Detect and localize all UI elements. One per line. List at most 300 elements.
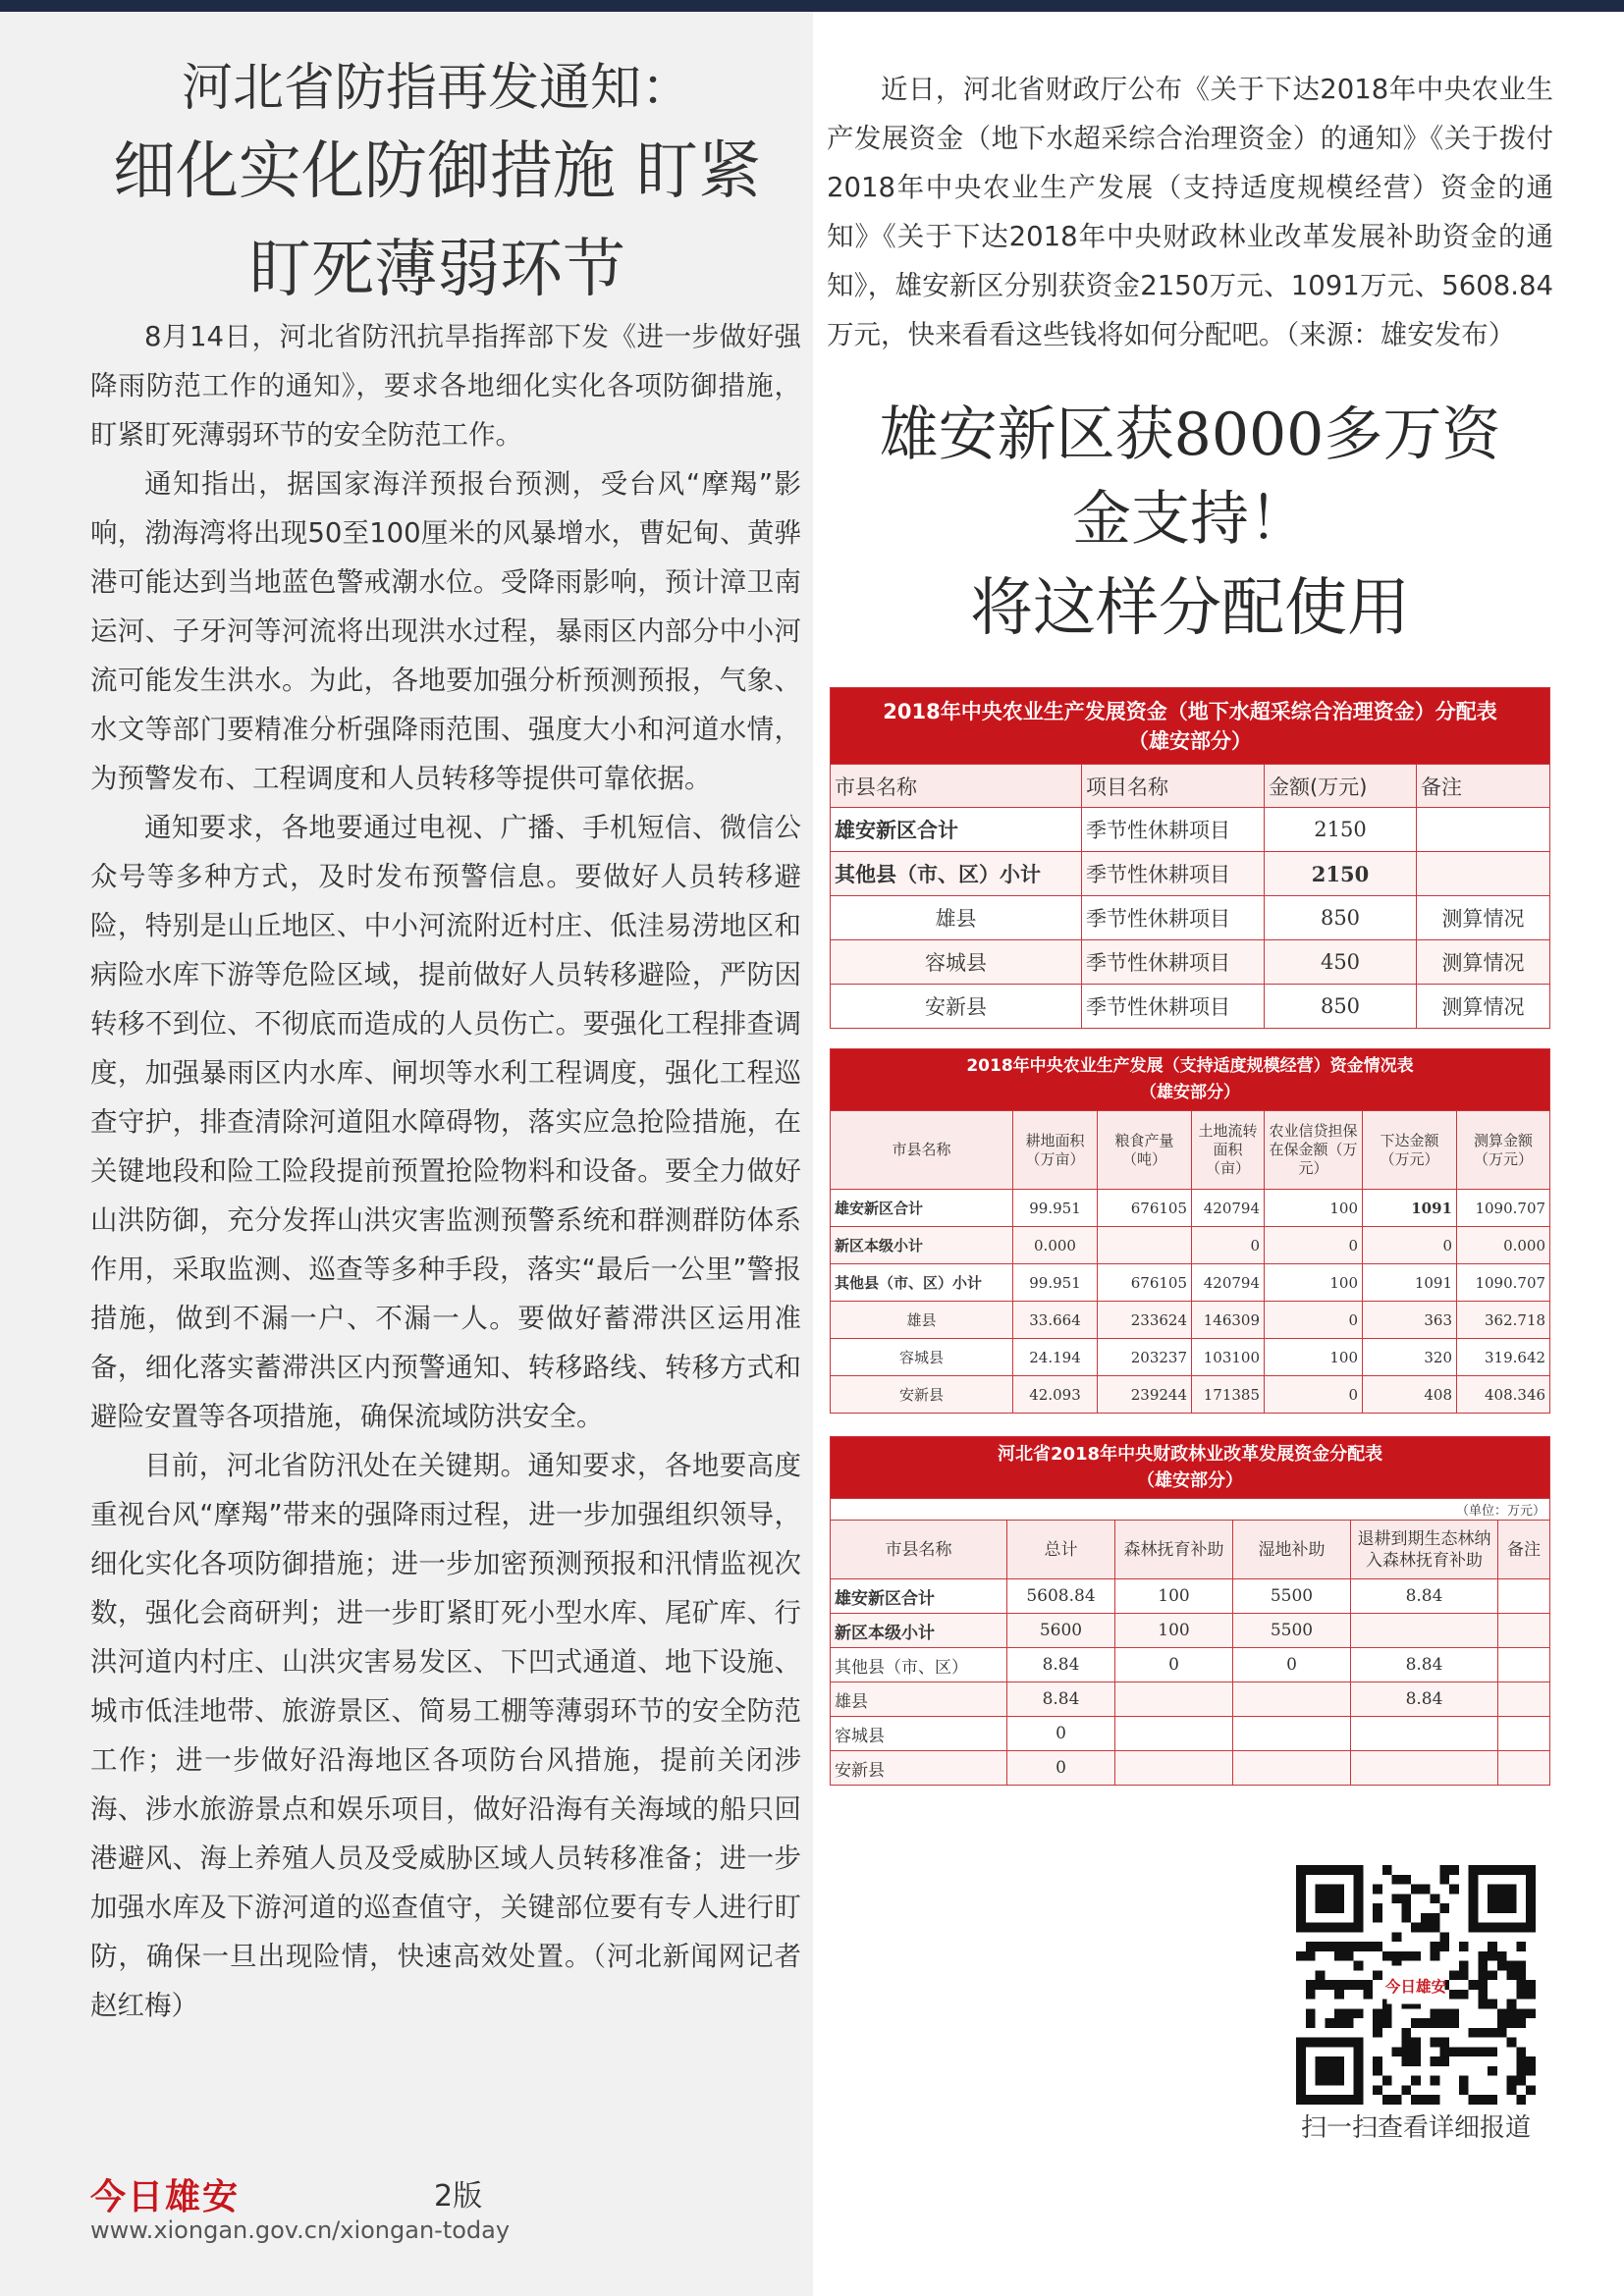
table-cell: 季节性休耕项目 [1082,896,1265,940]
table-cell: 850 [1265,985,1417,1029]
qr-module [1373,2018,1382,2028]
table-cell: 1091 [1363,1190,1457,1227]
table-cell: 1090.707 [1457,1190,1550,1227]
table-cell [1417,852,1550,896]
qr-module [1497,1951,1507,1961]
qr-module [1392,2047,1402,2056]
table-cell: 其他县（市、区）小计 [831,1264,1013,1302]
right-intro [827,65,1553,359]
qr-module [1478,2028,1488,2038]
table-cell: 203237 [1098,1339,1192,1376]
table-cell [1233,1682,1351,1717]
qr-module [1507,1961,1517,1971]
qr-module [1431,2018,1440,2028]
table-cell: 5608.84 [1007,1579,1115,1614]
qr-module [1411,1885,1421,1895]
qr-module [1507,2000,1517,2009]
qr-module [1334,1980,1344,1990]
qr-module [1411,2095,1421,2105]
table-cell: 676105 [1098,1190,1192,1227]
table-cell: 容城县 [831,1339,1013,1376]
footer-logo: 今日雄安 [90,2176,241,2217]
qr-module [1392,1932,1402,1942]
column-header: 森林抚育补助 [1115,1521,1233,1579]
qr-module [1449,1990,1459,2000]
qr-module [1354,1961,1364,1971]
qr-module [1449,2008,1459,2018]
qr-module [1449,2018,1459,2028]
qr-module [1382,2076,1392,2086]
qr-module [1373,2056,1382,2066]
qr-module [1439,2018,1449,2028]
table-cell [1233,1717,1351,1751]
qr-module [1516,2056,1526,2066]
qr-module [1382,2008,1392,2018]
qr-module [1516,1990,1526,2000]
table-caption [831,688,1550,765]
qr-module [1334,2018,1344,2028]
table-cell [1115,1751,1233,1786]
qr-module [1459,2085,1469,2095]
qr-module [1392,1894,1402,1903]
qr-module [1316,1970,1326,1980]
qr-module [1439,2008,1449,2018]
qr-module [1449,2047,1459,2056]
qr-module [1488,2095,1497,2105]
qr-module [1344,1942,1354,1951]
qr-module [1439,2056,1449,2066]
table-cell: 新区本级小计 [831,1614,1007,1648]
qr-module [1306,2008,1316,2018]
qr-module [1469,2028,1479,2038]
qr-module [1392,2095,1402,2105]
qr-module [1431,1942,1440,1951]
qr-module [1334,1990,1344,2000]
qr-module [1516,2095,1526,2105]
qr-module [1411,1923,1421,1933]
column-header: 总计 [1007,1521,1115,1579]
table-cell: 安新县 [831,985,1082,1029]
qr-module [1497,2008,1507,2018]
table-row [831,896,1550,940]
table-cell: 233624 [1098,1302,1192,1339]
qr-module [1306,1951,1316,1961]
qr-module [1516,2008,1526,2018]
left-article-body [90,312,801,2030]
table-cell [1498,1751,1550,1786]
caption-line: 2018年中央农业生产发展资金（地下水超采综合治理资金）分配表 [883,699,1497,723]
qr-module [1306,1942,1316,1951]
table-row [831,852,1550,896]
column-header: 粮食产量（吨） [1098,1111,1192,1190]
qr-module [1344,2018,1354,2028]
qr-module [1411,2018,1421,2028]
qr-module [1401,2028,1411,2038]
qr-center-label: 今日雄安 [1384,1976,1447,1996]
left-title-line-3: 盯死薄弱环节 [248,234,625,306]
qr-module [1325,1942,1334,1951]
table-cell [1351,1717,1498,1751]
table-cell: 676105 [1098,1264,1192,1302]
qr-module [1382,1865,1392,1875]
table-cell: 其他县（市、区） [831,1648,1007,1682]
table-cell: 5500 [1233,1614,1351,1648]
footer-url-link[interactable]: www.xiongan.gov.cn/xiongan-today [90,2216,511,2244]
qr-module [1439,1875,1449,1885]
table-row [831,1302,1550,1339]
table-cell: 新区本级小计 [831,1227,1013,1264]
qr-module [1431,1923,1440,1933]
qr-module [1382,2095,1392,2105]
paragraph: 通知指出，据国家海洋预报台预测，受台风“摩羯”影响，渤海湾将出现50至100厘米的风暴增水，曹妃甸、黄骅港可能达到当地蓝色警戒潮水位。受降雨影响，预计漳卫南运河、子牙河等河流将出现洪水过程，暴雨区内部分中小河流可能发生洪水。为此，各地要加强分析预测预报，气象、水文等部门要精准分析强降雨范围、强度大小和河道水情，为预警发布、工程调度和人员转移等提供可靠依据。 [90,468,801,794]
qr-module [1392,1875,1402,1885]
qr-module [1306,1980,1316,1990]
left-title-line-1: 河北省防指再发通知： [181,59,692,118]
qr-module [1421,2095,1431,2105]
qr-module [1516,2076,1526,2086]
table-cell: 33.664 [1013,1302,1098,1339]
table-cell: 171385 [1192,1376,1265,1414]
qr-module [1459,2076,1469,2086]
table-cell: 雄安新区合计 [831,1579,1007,1614]
table-caption [831,1049,1550,1111]
qr-module [1334,1951,1344,1961]
qr-module [1469,1980,1479,1990]
column-header: 土地流转面积（亩） [1192,1111,1265,1190]
qr-module [1488,1942,1497,1951]
qr-module [1373,1903,1382,1913]
qr-module [1334,1942,1344,1951]
forestry-reform-funds-table [830,1436,1550,1786]
qr-module [1354,2008,1364,2018]
qr-module [1488,2066,1497,2076]
left-title-line-2: 细化实化防御措施 盯紧 [112,135,762,208]
table-cell: 42.093 [1013,1376,1098,1414]
table-cell [1351,1614,1498,1648]
qr-module [1478,1961,1488,1971]
qr-module [1488,2000,1497,2009]
table-cell: 雄安新区合计 [831,1190,1013,1227]
table-row [831,1648,1550,1682]
qr-module [1497,1961,1507,1971]
qr-module [1439,2038,1449,2048]
table-row [831,1190,1550,1227]
qr-module [1401,1894,1411,1903]
qr-module [1325,2018,1334,2028]
qr-module [1439,1932,1449,1942]
qr-module [1516,1942,1526,1951]
qr-module [1516,2047,1526,2056]
table-cell: 季节性休耕项目 [1082,985,1265,1029]
table-cell: 其他县（市、区）小计 [831,852,1082,896]
qr-caption: 扫一扫查看详细报道 [1300,2113,1531,2143]
caption-line: 2018年中央农业生产发展（支持适度规模经营）资金情况表 [966,1056,1414,1076]
qr-module [1516,1961,1526,1971]
table-cell: 450 [1265,940,1417,985]
column-header: 市县名称 [831,765,1082,808]
table-cell: 0 [1007,1751,1115,1786]
qr-module [1526,1990,1536,2000]
qr-module [1469,2047,1479,2056]
qr-module [1507,2076,1517,2086]
paragraph: 通知要求，各地要通过电视、广播、手机短信、微信公众号等多种方式，及时发布预警信息。要做好人员转移避险，特别是山丘地区、中小河流附近村庄、低洼易涝地区和病险水库下游等危险区域，提前做好人员转移避险，严防因转移不到位、不彻底而造成的人员伤亡。要强化工程排查调度，加强暴雨区内水库、闸坝等水利工程调度，强化工程巡查守护，排查清除河道阻水障碍物，落实应急抢险措施，在关键地段和险工险段提前预置抢险物料和设备。要全力做好山洪防御，充分发挥山洪灾害监测预警系统和群测群防体系作用，采取监测、巡查等多种手段，落实“最后一公里”警报措施，做到不漏一户、不漏一人。要做好蓄滞洪区运用准备，细化落实蓄滞洪区内预警通知、转移路线、转移方式和避险安置等各项措施，确保流域防洪安全。 [90,812,801,1432]
qr-module [1478,1970,1488,1980]
table-cell: 0 [1007,1717,1115,1751]
qr-module [1373,1970,1382,1980]
qr-module [1316,1942,1326,1951]
qr-module [1507,2008,1517,2018]
qr-module [1354,1980,1364,1990]
qr-module [1411,2076,1421,2086]
table-cell: 1091 [1363,1264,1457,1302]
table-cell: 测算情况 [1417,940,1550,985]
table-cell [1498,1648,1550,1682]
qr-module [1421,2018,1431,2028]
qr-module [1449,1885,1459,1895]
table-cell: 24.194 [1013,1339,1098,1376]
table-row [831,808,1550,852]
table-cell: 0.000 [1013,1227,1098,1264]
table-row [831,985,1550,1029]
table-cell: 100 [1265,1190,1363,1227]
qr-module [1459,1970,1469,1980]
qr-module [1431,2008,1440,2018]
qr-module [1488,2047,1497,2056]
qr-module [1449,1970,1459,1980]
qr-module [1373,1885,1382,1895]
table-cell: 0 [1265,1302,1363,1339]
page-number: 2版 [434,2179,483,2214]
table-cell: 99.951 [1013,1190,1098,1227]
qr-module [1401,2047,1411,2056]
table-cell: 0 [1233,1648,1351,1682]
caption-line: （雄安部分） [1128,728,1252,753]
qr-module [1411,1951,1421,1961]
table-row [831,1227,1550,1264]
left-article-title [79,54,795,319]
table-cell: 100 [1265,1264,1363,1302]
qr-module [1344,1951,1354,1961]
table-cell: 测算情况 [1417,985,1550,1029]
table-cell: 146309 [1192,1302,1265,1339]
qr-module [1516,2066,1526,2076]
table-cell: 103100 [1192,1339,1265,1376]
table-cell: 季节性休耕项目 [1082,808,1265,852]
qr-module [1363,1990,1373,2000]
qr-module [1411,2047,1421,2056]
table-cell: 1090.707 [1457,1264,1550,1302]
table-cell: 0 [1265,1376,1363,1414]
table-cell: 0 [1192,1227,1265,1264]
qr-module [1526,2056,1536,2066]
right-article-title [827,393,1553,656]
qr-module [1488,1970,1497,1980]
qr-module [1459,1942,1469,1951]
qr-module [1507,1970,1517,1980]
column-header: 市县名称 [831,1111,1013,1190]
table-cell: 362.718 [1457,1302,1550,1339]
paragraph: 8月14日，河北省防汛抗旱指挥部下发《进一步做好强降雨防范工作的通知》，要求各地细化实化各项防御措施，盯紧盯死薄弱环节的安全防范工作。 [90,321,801,451]
qr-module [1459,1990,1469,2000]
qr-module [1478,1951,1488,1961]
qr-module [1411,2056,1421,2066]
qr-module [1344,1980,1354,1990]
qr-module [1431,2056,1440,2066]
table-cell: 850 [1265,896,1417,940]
qr-module [1516,2018,1526,2028]
qr-module [1401,1903,1411,1913]
table-cell: 雄县 [831,1302,1013,1339]
caption-line: 河北省2018年中央财政林业改革发展资金分配表 [997,1444,1383,1465]
qr-module [1373,1942,1382,1951]
qr-module [1431,2095,1440,2105]
column-header: 金额(万元) [1265,765,1417,808]
qr-module [1421,1885,1431,1895]
caption-line: （雄安部分） [1137,1470,1244,1491]
intro-paragraph: 近日，河北省财政厅公布《关于下达2018年中央农业生产发展资金（地下水超采综合治理资金）的通知》《关于拨付2018年中央农业生产发展（支持适度规模经营）资金的通知》《关于下达2018年中央财政林业改革发展补助资金的通知》，雄安新区分别获资金2150万元、1091万元、5608.84万元，快来看看这些钱将如何分配吧。（来源：雄安发布） [827,74,1553,350]
qr-module [1363,1980,1373,1990]
qr-module [1382,1951,1392,1961]
table-cell: 320 [1363,1339,1457,1376]
qr-module [1478,2095,1488,2105]
table-cell [1417,808,1550,852]
qr-module [1421,1913,1431,1923]
table-row [831,1614,1550,1648]
qr-module [1478,1980,1488,1990]
table-row [831,1682,1550,1717]
table-cell: 319.642 [1457,1339,1550,1376]
table-cell: 99.951 [1013,1264,1098,1302]
table-row [831,940,1550,985]
table-cell: 100 [1115,1579,1233,1614]
column-header: 农业信贷担保在保金额（万元） [1265,1111,1363,1190]
table-cell [1098,1227,1192,1264]
table-cell [1498,1579,1550,1614]
table-cell: 0 [1363,1227,1457,1264]
qr-module [1439,1865,1449,1875]
right-title-line-2: 金支持！ [1072,485,1308,554]
column-header: 下达金额（万元） [1363,1111,1457,1190]
paragraph: 目前，河北省防汛处在关键期。通知要求，各地要高度重视台风“摩羯”带来的强降雨过程，进一步加强组织领导，细化实化各项防御措施；进一步加密预测预报和汛情监视次数，强化会商研判；进一步盯紧盯死小型水库、尾矿库、行洪河道内村庄、山洪灾害易发区、下凹式通道、地下设施、城市低洼地带、旅游景区、简易工棚等薄弱环节的安全防范工作；进一步做好沿海地区各项防台风措施，提前关闭涉海、涉水旅游景点和娱乐项目，做好沿海有关海域的船只回港避风、海上养殖人员及受威胁区域人员转移准备；进一步加强水库及下游河道的巡查值守，关键部位要有专人进行盯防，确保一旦出现险情，快速高效处置。（河北新闻网记者赵红梅） [90,1450,801,2021]
qr-module [1469,2095,1479,2105]
table-cell [1115,1682,1233,1717]
table-cell: 雄县 [831,896,1082,940]
table-cell: 0.000 [1457,1227,1550,1264]
qr-module [1373,2066,1382,2076]
table-cell: 8.84 [1351,1682,1498,1717]
qr-module [1401,2056,1411,2066]
qr-module [1507,2085,1517,2095]
table-cell: 季节性休耕项目 [1082,940,1265,985]
qr-module [1507,2018,1517,2028]
qr-module [1478,2047,1488,2056]
table-cell: 420794 [1192,1190,1265,1227]
table-cell: 雄县 [831,1682,1007,1717]
table-cell: 安新县 [831,1751,1007,1786]
table-row [831,1751,1550,1786]
table-cell: 8.84 [1351,1579,1498,1614]
table-cell: 5500 [1233,1579,1351,1614]
qr-module [1478,2000,1488,2009]
table-cell: 0 [1115,1648,1233,1682]
table-cell [1351,1751,1498,1786]
table-cell: 5600 [1007,1614,1115,1648]
qr-module [1334,2008,1344,2018]
qr-module [1439,2047,1449,2056]
qr-module [1373,2028,1382,2038]
qr-module [1401,1913,1411,1923]
qr-module [1382,2018,1392,2028]
qr-module [1431,1913,1440,1923]
column-header: 备注 [1498,1521,1550,1579]
qr-module [1373,2008,1382,2018]
column-header: 退耕到期生态林纳入森林抚育补助 [1351,1521,1498,1579]
column-header: 耕地面积（万亩） [1013,1111,1098,1190]
qr-module [1439,1903,1449,1913]
table-cell: 2150 [1265,852,1417,896]
qr-module [1411,2038,1421,2048]
table-cell: 测算情况 [1417,896,1550,940]
qr-module [1401,2085,1411,2095]
qr-code[interactable] [1296,1865,1536,2105]
qr-module [1344,2008,1354,2018]
qr-module [1459,2047,1469,2056]
column-header: 市县名称 [831,1521,1007,1579]
qr-module [1296,1951,1306,1961]
qr-module [1401,2038,1411,2048]
table-cell: 408 [1363,1376,1457,1414]
column-header: 测算金额（万元） [1457,1111,1550,1190]
table-cell: 8.84 [1351,1648,1498,1682]
table-cell: 安新县 [831,1376,1013,1414]
table-cell [1115,1717,1233,1751]
unit-note: （单位：万元） [831,1499,1550,1521]
table-cell [1498,1614,1550,1648]
table-cell [1498,1717,1550,1751]
qr-module [1306,2018,1316,2028]
qr-module [1459,1961,1469,1971]
table-row [831,1717,1550,1751]
qr-module [1526,2085,1536,2095]
table-cell [1498,1682,1550,1717]
table-cell: 雄安新区合计 [831,808,1082,852]
qr-module [1526,1980,1536,1990]
table-cell: 0 [1265,1227,1363,1264]
qr-module [1449,1865,1459,1875]
top-bar [0,0,1624,12]
agri-groundwater-funds-table [830,687,1550,1029]
qr-module [1526,2066,1536,2076]
qr-module [1325,1980,1334,1990]
qr-module [1431,1951,1440,1961]
table-cell: 容城县 [831,940,1082,985]
qr-module [1497,2028,1507,2038]
column-header: 湿地补助 [1233,1521,1351,1579]
qr-module [1526,2008,1536,2018]
table-cell: 239244 [1098,1376,1192,1414]
qr-module [1439,1942,1449,1951]
table-cell: 363 [1363,1302,1457,1339]
qr-module [1373,1913,1382,1923]
qr-module [1431,1894,1440,1903]
qr-module [1373,2085,1382,2095]
qr-module [1363,1942,1373,1951]
table-row [831,1579,1550,1614]
table-cell: 8.84 [1007,1648,1115,1682]
qr-module [1507,2038,1517,2048]
table-cell: 420794 [1192,1264,1265,1302]
table-cell: 408.346 [1457,1376,1550,1414]
